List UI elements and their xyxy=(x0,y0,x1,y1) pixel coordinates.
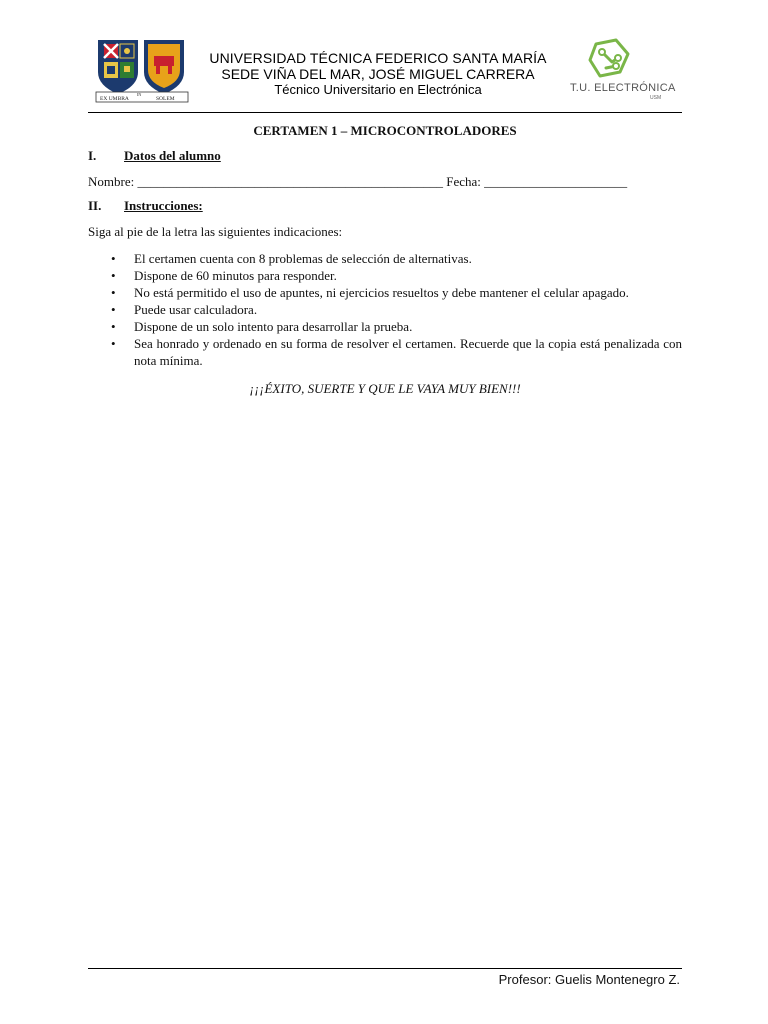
section-student-data-heading xyxy=(88,148,221,164)
instruction-text: El certamen cuenta con 8 problemas de selección de alternativas. xyxy=(134,251,472,266)
tu-electronica-logo-sub: USM xyxy=(650,95,662,101)
section-label: Datos del alumno xyxy=(124,148,221,163)
institution-block xyxy=(198,50,558,98)
campus-name: SEDE VIÑA DEL MAR, JOSÉ MIGUEL CARRERA xyxy=(221,66,535,82)
university-name: UNIVERSIDAD TÉCNICA FEDERICO SANTA MARÍA xyxy=(209,50,547,66)
crest-motto-right: SOLEM xyxy=(156,96,175,102)
bullet-icon: • xyxy=(111,302,116,317)
page-header xyxy=(88,36,682,112)
professor-footer: Profesor: Guelis Montenegro Z. xyxy=(498,972,680,987)
date-blank-field[interactable]: ______________________ xyxy=(484,174,628,189)
instruction-text: No está permitido el uso de apuntes, ni ejercicios resueltos y debe mantener el celular apagado. xyxy=(134,285,629,300)
section-number: I. xyxy=(88,148,97,163)
university-crest-logo xyxy=(94,38,190,104)
instruction-text: Sea honrado y ordenado en su forma de resolver el certamen. Recuerde que la copia está penalizada con nota mínima. xyxy=(134,336,682,368)
list-item xyxy=(88,335,682,369)
footer-divider xyxy=(88,968,682,969)
student-fields xyxy=(88,174,627,190)
program-name: Técnico Universitario en Electrónica xyxy=(274,82,482,97)
bullet-icon: • xyxy=(111,319,116,334)
section-number: II. xyxy=(88,198,102,213)
bullet-icon: • xyxy=(111,268,116,283)
list-item xyxy=(88,267,682,284)
bullet-icon: • xyxy=(111,251,116,266)
instruction-text: Dispone de un solo intento para desarrollar la prueba. xyxy=(134,319,413,334)
exam-title: CERTAMEN 1 – MICROCONTROLADORES xyxy=(253,123,517,138)
closing-message: ¡¡¡ÉXITO, SUERTE Y QUE LE VAYA MUY BIEN!!! xyxy=(249,381,521,396)
crest-motto-mid: IN xyxy=(137,92,142,97)
tu-electronica-circuit-icon xyxy=(568,38,678,108)
list-item xyxy=(88,318,682,335)
section-instructions-heading xyxy=(88,198,203,214)
list-item xyxy=(88,250,682,267)
crest-motto-left: EX UMBRA xyxy=(100,96,129,102)
instruction-text: Puede usar calculadora. xyxy=(134,302,258,317)
list-item xyxy=(88,284,682,301)
header-divider xyxy=(88,112,682,113)
name-label: Nombre: xyxy=(88,174,135,189)
name-blank-field[interactable]: _______________________________________________ xyxy=(137,174,443,189)
instructions-list xyxy=(88,250,682,369)
list-item xyxy=(88,301,682,318)
instruction-text: Dispone de 60 minutos para responder. xyxy=(134,268,337,283)
bullet-icon: • xyxy=(111,285,116,300)
instructions-intro: Siga al pie de la letra las siguientes indicaciones: xyxy=(88,224,343,239)
section-label: Instrucciones: xyxy=(124,198,203,213)
date-label: Fecha: xyxy=(446,174,481,189)
bullet-icon: • xyxy=(111,336,116,351)
tu-electronica-logo-text: T.U. ELECTRÓNICA xyxy=(570,82,676,94)
